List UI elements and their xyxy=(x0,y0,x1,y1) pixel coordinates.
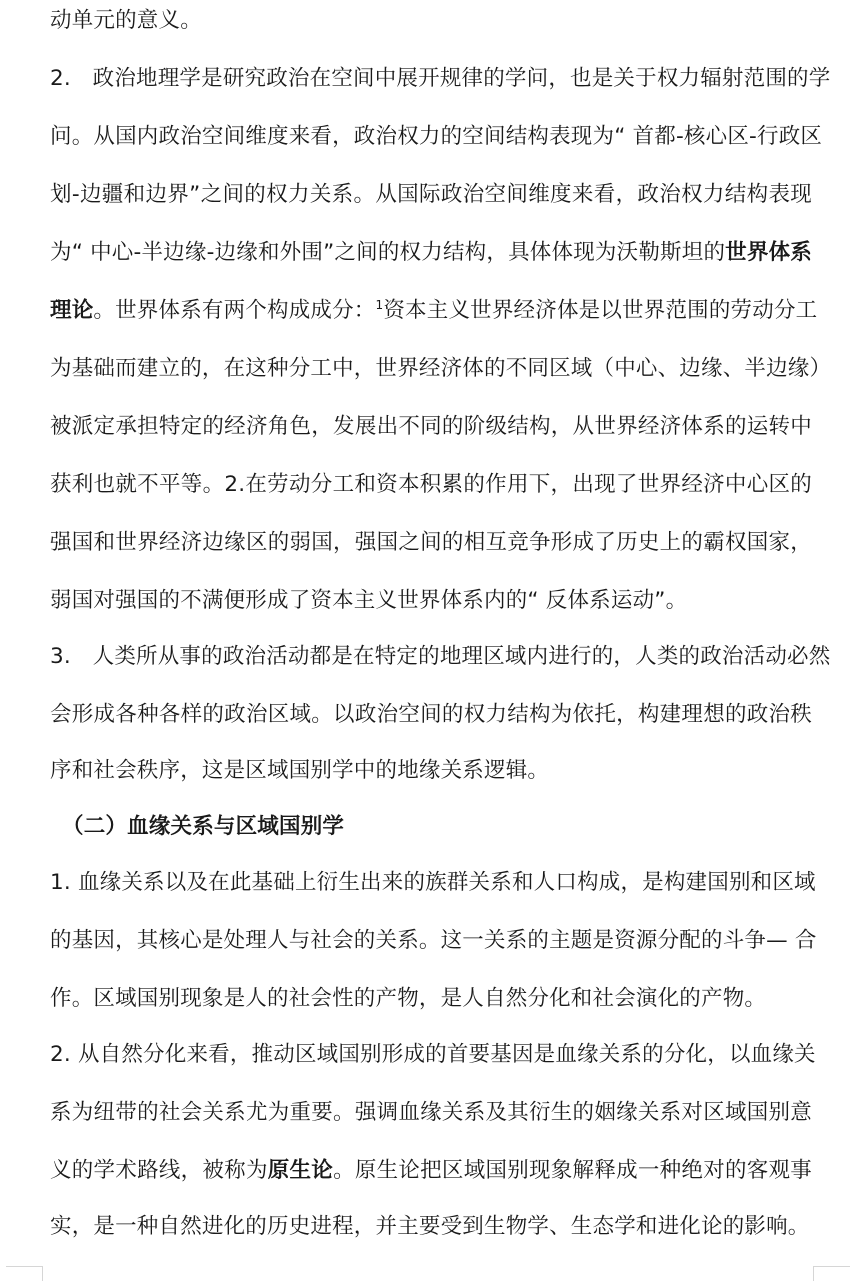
paragraph-2-line-2: 会形成各种各样的政治区域。以政治空间的权力结构为依托，构建理想的政治秩 xyxy=(50,702,812,727)
text-span: 义的学术路线，被称为 xyxy=(50,1158,268,1183)
paragraph-4-line-4: 实，是一种自然进化的历史进程，并主要受到生物学、生态学和进化论的影响。 xyxy=(50,1214,810,1239)
section-heading: （二）血缘关系与区域国别学 xyxy=(62,814,345,839)
paragraph-continuation-line: 动单元的意义。 xyxy=(50,8,202,33)
paragraph-1-line-6: 为基础而建立的，在这种分工中，世界经济体的不同区域（中心、边缘、半边缘） xyxy=(50,356,832,381)
paragraph-1-line-2: 问。从国内政治空间维度来看，政治权力的空间结构表现为“ 首都-核心区-行政区 xyxy=(50,124,823,149)
paragraph-4-line-3 xyxy=(50,1156,812,1186)
paragraph-1-line-3: 划-边疆和边界”之间的权力关系。从国际政治空间维度来看，政治权力结构表现 xyxy=(50,182,812,207)
paragraph-1-line-9: 强国和世界经济边缘区的弱国，强国之间的相互竞争形成了历史上的霸权国家， xyxy=(50,530,812,555)
paragraph-1-line-5 xyxy=(50,296,818,326)
text-span: 为“ 中心-半边缘-边缘和外围”之间的权力结构，具体体现为沃勒斯坦的 xyxy=(50,240,726,265)
bold-term-primordialism: 原生论 xyxy=(267,1158,334,1183)
paragraph-4-line-1: 2. 从自然分化来看，推动区域国别形成的首要基因是血缘关系的分化，以血缘关 xyxy=(50,1042,816,1067)
paragraph-3-line-2: 的基因，其核心是处理人与社会的关系。这一关系的主题是资源分配的斗争— 合 xyxy=(50,928,817,953)
text-span: 资本主义世界经济体是以世界范围的劳动分工 xyxy=(383,298,818,323)
paragraph-1-line-1: 2. 政治地理学是研究政治在空间中展开规律的学问，也是关于权力辐射范围的学 xyxy=(50,66,831,91)
paragraph-3-line-3: 作。区域国别现象是人的社会性的产物，是人自然分化和社会演化的产物。 xyxy=(50,986,767,1011)
paragraph-2-line-3: 序和社会秩序，这是区域国别学中的地缘关系逻辑。 xyxy=(50,758,550,783)
paragraph-1-line-4 xyxy=(50,238,812,268)
paragraph-1-line-7: 被派定承担特定的经济角色，发展出不同的阶级结构，从世界经济体系的运转中 xyxy=(50,414,812,439)
paragraph-2-line-1: 3. 人类所从事的政治活动都是在特定的地理区域内进行的，人类的政治活动必然 xyxy=(50,644,831,669)
text-span: 。世界体系有两个构成成分： xyxy=(93,298,376,323)
text-span: 。原生论把区域国别现象解释成一种绝对的客观事 xyxy=(333,1158,812,1183)
page-corner-right xyxy=(813,1266,850,1281)
paragraph-1-line-8: 获利也就不平等。2.在劳动分工和资本积累的作用下，出现了世界经济中心区的 xyxy=(50,472,812,497)
paragraph-3-line-1: 1. 血缘关系以及在此基础上衍生出来的族群关系和人口构成，是构建国别和区域 xyxy=(50,870,816,895)
page-corner-left xyxy=(6,1266,43,1281)
bold-term-theory: 理论 xyxy=(50,298,94,323)
paragraph-4-line-2: 系为纽带的社会关系尤为重要。强调血缘关系及其衍生的姻缘关系对区域国别意 xyxy=(50,1100,812,1125)
bold-term-world-system: 世界体系 xyxy=(725,240,812,265)
superscript-marker: 1 xyxy=(375,297,384,312)
paragraph-1-line-10: 弱国对强国的不满便形成了资本主义世界体系内的“ 反体系运动”。 xyxy=(50,588,688,613)
